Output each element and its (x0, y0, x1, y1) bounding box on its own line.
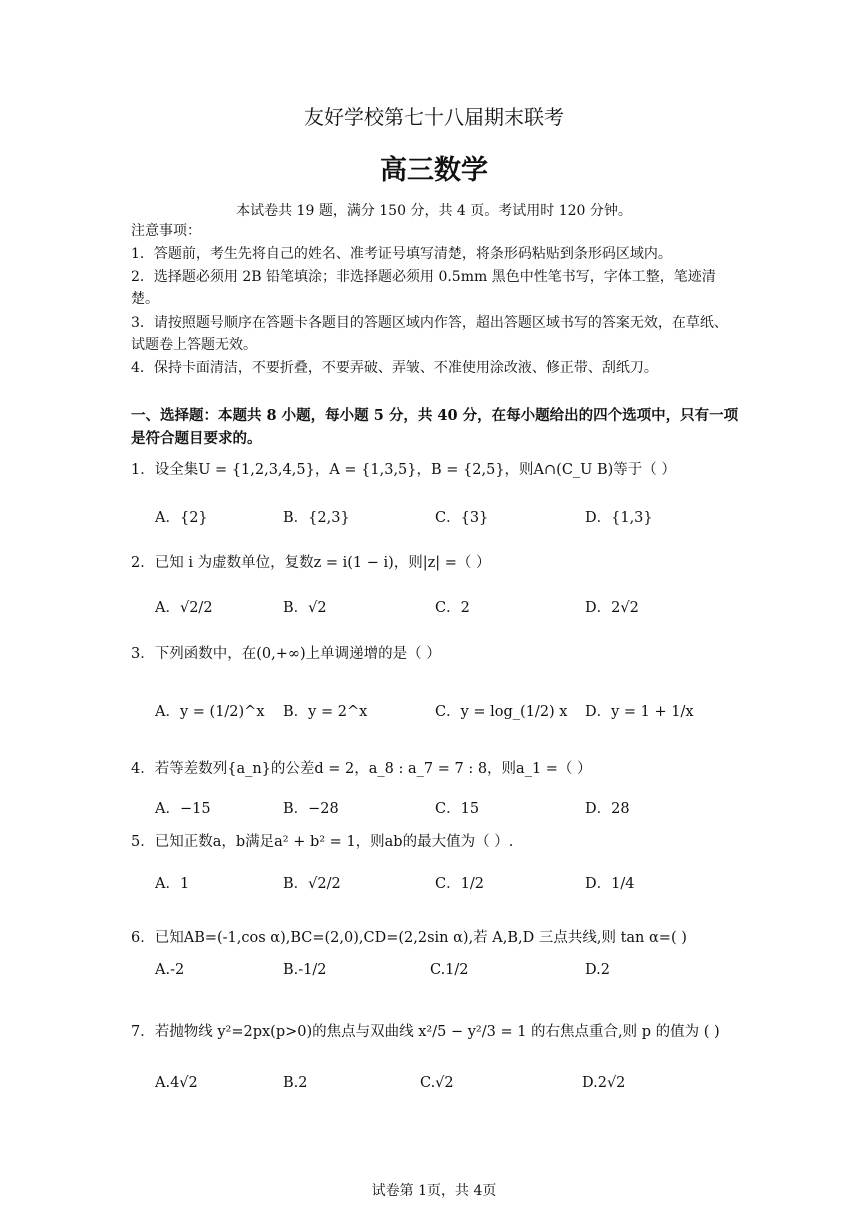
q6-option-c: C.1/2 (430, 962, 469, 978)
q2-option-d: D．2√2 (585, 600, 639, 616)
q7-option-d: D.2√2 (582, 1075, 626, 1091)
q3-option-d: D．y = 1 + 1/x (585, 704, 694, 720)
q1-option-b: B．{2,3} (283, 510, 350, 526)
notice-item-1: 1．答题前，考生先将自己的姓名、准考证号填写清楚，将条形码粘贴到条形码区域内。 (131, 246, 672, 262)
section-heading: 一、选择题：本题共 8 小题，每小题 5 分，共 40 分，在每小题给出的四个选项中，只有一项是符合题目要求的。 (131, 407, 739, 447)
q4-option-b: B．−28 (283, 801, 339, 817)
q7-option-c: C.√2 (420, 1075, 454, 1091)
q4-option-a: A．−15 (155, 801, 211, 817)
question-2-stem: 2．已知 i 为虚数单位，复数z = i(1 − i)，则|z| =（ ） (131, 555, 491, 571)
exam-intro: 本试卷共 19 题，满分 150 分，共 4 页。考试用时 120 分钟。 (236, 203, 632, 219)
q7-option-b: B.2 (283, 1075, 308, 1091)
q3-option-b: B．y = 2^x (283, 704, 368, 720)
q6-option-b: B.-1/2 (283, 962, 327, 978)
q1-option-d: D．{1,3} (585, 510, 653, 526)
q6-option-a: A.-2 (155, 962, 185, 978)
q7-option-a: A.4√2 (155, 1075, 198, 1091)
q2-option-b: B．√2 (283, 600, 327, 616)
q5-option-a: A．1 (155, 876, 190, 892)
notice-item-3: 3．请按照题号顺序在答题卡各题目的答题区域内作答，超出答题区域书写的答案无效，在草纸、试题卷上答题无效。 (131, 315, 728, 353)
q4-option-d: D．28 (585, 801, 630, 817)
q3-option-a: A．y = (1/2)^x (155, 704, 265, 720)
question-5-stem: 5．已知正数a，b满足a² + b² = 1，则ab的最大值为（ ）. (131, 834, 514, 850)
question-3-stem: 3．下列函数中，在(0,+∞)上单调递增的是（ ） (131, 646, 441, 662)
q1-option-a: A．{2} (155, 510, 208, 526)
q4-option-c: C．15 (435, 801, 480, 817)
page-footer: 试卷第 1页，共 4页 (371, 1183, 497, 1199)
question-7-stem: 7．若抛物线 y²=2px(p>0)的焦点与双曲线 x²/5 − y²/3 = 1 的右焦点重合,则 p 的值为 ( ) (131, 1024, 720, 1040)
question-1-stem: 1．设全集U = {1,2,3,4,5}，A = {1,3,5}，B = {2,5}，则A∩(C_U B)等于（ ） (131, 462, 676, 478)
notice-title: 注意事项： (131, 223, 201, 239)
school-title: 友好学校第七十八届期末联考 (304, 105, 564, 129)
question-6-stem: 6．已知AB=(-1,cos α),BC=(2,0),CD=(2,2sin α),若 A,B,D 三点共线,则 tan α=( ) (131, 930, 687, 946)
subject-title: 高三数学 (380, 155, 488, 186)
q2-option-a: A．√2/2 (155, 600, 213, 616)
question-4-stem: 4．若等差数列{a_n}的公差d = 2，a_8 : a_7 = 7 : 8，则a_1 =（ ） (131, 761, 592, 777)
q6-option-d: D.2 (585, 962, 610, 978)
q5-option-c: C．1/2 (435, 876, 484, 892)
q5-option-b: B．√2/2 (283, 876, 341, 892)
q1-option-c: C．{3} (435, 510, 489, 526)
notice-item-2: 2．选择题必须用 2B 铅笔填涂；非选择题必须用 0.5mm 黑色中性笔书写，字体工整，笔迹清楚。 (131, 269, 716, 307)
q3-option-c: C．y = log_(1/2) x (435, 704, 568, 720)
notice-item-4: 4．保持卡面清洁，不要折叠，不要弄破、弄皱、不准使用涂改液、修正带、刮纸刀。 (131, 360, 658, 376)
q5-option-d: D．1/4 (585, 876, 635, 892)
q2-option-c: C．2 (435, 600, 470, 616)
